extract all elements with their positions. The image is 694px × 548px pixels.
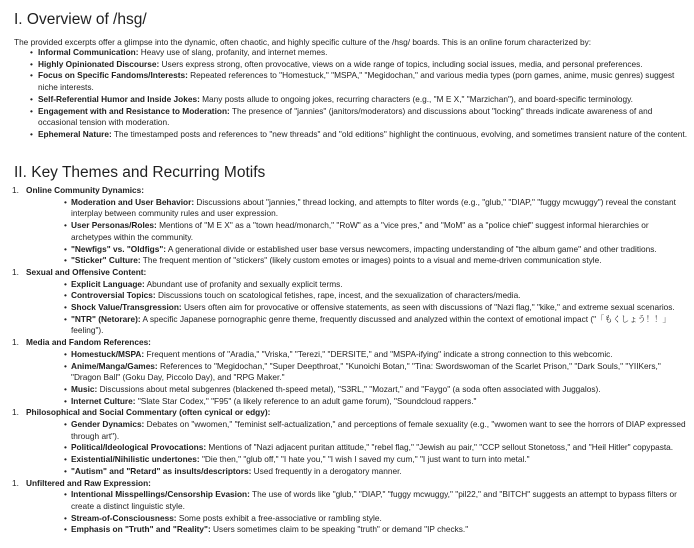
list-item-text: Many posts allude to ongoing jokes, recurring characters (e.g., "M E X," "Marzichan"), and board-specific terminology. xyxy=(199,93,633,104)
list-item-text: Discussions about metal subgenres (blackened th-speed metal), "S3RL," "Mozart," and "Faygo" (a soda often associated with Juggalos). xyxy=(97,383,601,394)
list-item-text: Users often aim for provocative or offensive statements, as seen with discussions of "Nazi flag," "kike," and extreme sexual scenarios. xyxy=(181,302,675,313)
list-item-text: "Die then," "glub off," "I hate you," "I wish I saved my cum," "I just want to turn into metal." xyxy=(199,454,530,465)
list-item-text: Discussions about "jannies," thread locking, and attempts to filter words (e.g., "glub," "DIAP," "fuggy mcwuggy") reveal the constant interplay between community rules and user expression. xyxy=(71,196,676,219)
list-item-label: Explicit Language: xyxy=(71,278,145,289)
list-item-label: Intentional Misspellings/Censorship Evasion: xyxy=(71,489,250,500)
list-item-text: "Slate Star Codex," "F95" (a likely reference to an adult game forum), "Soundcloud rappers." xyxy=(135,395,477,406)
list-item-text: Repeated references to "Homestuck," "MSPA," "Megidochan," and various media types (porn games, anime, music genres) suggest niche interests. xyxy=(38,70,675,93)
list-item-text: The frequent mention of "stickers" (likely custom emotes or images) points to a visual and meme-driven communication style. xyxy=(140,255,602,266)
list-item xyxy=(64,349,690,361)
list-item-label: Informal Communication: xyxy=(38,47,139,57)
list-item-label: Emphasis on "Truth" and "Reality": xyxy=(71,524,211,535)
list-item-label: Internet Culture: xyxy=(71,395,136,406)
list-item-label: Focus on Specific Fandoms/Interests: xyxy=(38,70,188,81)
list-item-label: Existential/Nihilistic undertones: xyxy=(71,454,200,465)
list-item xyxy=(64,290,690,302)
theme-title: Media and Fandom References: xyxy=(26,337,151,348)
theme-title: Sexual and Offensive Content: xyxy=(26,266,147,277)
list-item-text: Heavy use of slang, profanity, and internet memes. xyxy=(138,47,328,57)
list-item xyxy=(64,454,690,466)
list-item xyxy=(64,513,690,525)
theme-title: Online Community Dynamics: xyxy=(26,185,145,195)
list-item-text: Frequent mentions of "Aradia," "Vriska," "Terezi," "DERSITE," and "MSPA-ifying" indicate a strong connection to this webcomic. xyxy=(144,348,613,359)
list-item xyxy=(64,302,690,314)
list-item-label: Homestuck/MSPA: xyxy=(71,348,145,359)
list-item xyxy=(30,106,690,129)
list-item xyxy=(64,244,690,256)
list-item xyxy=(64,524,690,536)
list-item-label: Highly Opinionated Discourse: xyxy=(38,58,160,69)
list-item-text: Mentions of "Nazi adjacent puritan attitude," "rebel flag," "Jewish au pair," "CCP sellout Stonetoss," and "Heil Hitler" copypasta. xyxy=(206,442,674,453)
list-item-text: Abundant use of profanity and sexually explicit terms. xyxy=(144,278,343,289)
themes-numbered-list xyxy=(12,185,690,536)
theme-sub-list xyxy=(26,197,690,267)
list-item-label: Engagement with and Resistance to Moderation: xyxy=(38,105,230,116)
list-item xyxy=(64,466,690,478)
list-item xyxy=(64,279,690,291)
list-item xyxy=(30,94,690,106)
list-item-label: "Newfigs" vs. "Oldfigs": xyxy=(71,243,167,254)
theme-unfiltered-expression xyxy=(12,478,690,537)
list-item xyxy=(64,197,690,220)
list-item-label: Music: xyxy=(71,383,98,394)
theme-sexual-offensive xyxy=(12,267,690,337)
list-item-text: Discussions touch on scatological fetishes, rape, incest, and the sexualization of characters/media. xyxy=(155,290,521,301)
list-item xyxy=(64,384,690,396)
theme-sub-list xyxy=(26,279,690,338)
overview-bullet-list xyxy=(30,47,690,141)
list-item-label: Moderation and User Behavior: xyxy=(71,196,195,207)
list-item-text: Users sometimes claim to be speaking "truth" or demand "IP checks." xyxy=(210,524,469,535)
list-item-text: References to "Megidochan," "Super Deepthroat," "Kunoichi Botan," "Tina: Swordswoman of the Scarlet Prison," "Dark Souls," "YIIKers," "Dragon Ball" (Goku Day, Piccolo Day), and "RPG Maker." xyxy=(71,360,661,383)
theme-number: 1. xyxy=(12,477,19,488)
list-item-text: The timestamped posts and references to "new threads" and "old editions" highlight the continuous, evolving, and sometimes transient nature of the content. xyxy=(111,128,688,139)
list-item-label: Ephemeral Nature: xyxy=(38,128,112,139)
list-item-text: A generational divide or established user base versus newcomers, impacting understanding of "the album game" and other traditions. xyxy=(166,243,657,254)
list-item-text: The presence of "jannies" (janitors/moderators) and discussions about "locking" threads indicate awareness of and occasional tension with moderation. xyxy=(38,105,653,128)
list-item-text: Users express strong, often provocative, views on a wide range of topics, including social issues, media, and personal preferences. xyxy=(159,58,643,69)
theme-media-fandom xyxy=(12,337,690,407)
list-item xyxy=(30,47,690,59)
list-item xyxy=(64,255,690,267)
theme-title: Philosophical and Social Commentary (often cynical or edgy): xyxy=(26,407,271,418)
list-item xyxy=(64,419,690,442)
list-item-label: "NTR" (Netorare): xyxy=(71,313,141,324)
list-item-text: Some posts exhibit a free-associative or rambling style. xyxy=(176,512,382,523)
list-item xyxy=(64,442,690,454)
list-item-label: Gender Dynamics: xyxy=(71,419,145,430)
list-item-label: Self-Referential Humor and Inside Jokes: xyxy=(38,93,200,104)
list-item xyxy=(30,129,690,141)
overview-intro-paragraph: The provided excerpts offer a glimpse into the dynamic, often chaotic, and highly specific culture of the /hsg/ boards. This is an online forum characterized by: xyxy=(14,37,592,47)
list-item xyxy=(64,361,690,384)
theme-sub-list xyxy=(26,349,690,408)
list-item-label: "Autism" and "Retard" as insults/descriptors: xyxy=(71,465,252,476)
theme-number: 1. xyxy=(12,407,19,418)
list-item-label: User Personas/Roles: xyxy=(71,220,157,231)
theme-sub-list xyxy=(26,419,690,478)
list-item xyxy=(30,59,690,71)
list-item-text: A specific Japanese pornographic genre theme, frequently discussed and analyzed within the context of emotional impact ("「もくしょう！！」 feeling"). xyxy=(71,313,671,336)
list-item-text: Used frequently in a derogatory manner. xyxy=(251,465,402,476)
list-item xyxy=(64,396,690,408)
list-item-text: Debates on "wwomen," "feminist self-actualization," and perceptions of female sexuality (e.g., "wwomen want to see the horrors of DIAP expressed through art"). xyxy=(71,419,686,441)
list-item-text: Mentions of "M E X" as a "town head/monarch," "RoW" as a "vice pres," and "MoM" as a "police chief" suggest informal hierarchies or archetypes within the community. xyxy=(71,220,649,242)
list-item-label: Shock Value/Transgression: xyxy=(71,302,182,313)
section-heading-key-themes: II. Key Themes and Recurring Motifs xyxy=(14,164,266,181)
list-item xyxy=(64,489,690,512)
theme-number: 1. xyxy=(12,185,19,195)
list-item xyxy=(64,314,690,337)
list-item xyxy=(30,70,690,93)
list-item-label: Controversial Topics: xyxy=(71,290,156,301)
theme-philosophical-social xyxy=(12,407,690,477)
list-item-label: Political/Ideological Provocations: xyxy=(71,442,207,453)
list-item xyxy=(64,220,690,243)
theme-sub-list xyxy=(26,489,690,536)
theme-number: 1. xyxy=(12,266,19,277)
list-item-label: "Sticker" Culture: xyxy=(71,255,141,266)
theme-online-community xyxy=(12,185,690,267)
list-item-label: Anime/Manga/Games: xyxy=(71,360,158,371)
theme-title: Unfiltered and Raw Expression: xyxy=(26,477,151,488)
list-item-text: The use of words like "glub," "DIAP," "fuggy mcwuggy," "pil22," and "BITCH" suggests an attempt to bypass filters or create a distinct linguistic style. xyxy=(71,489,677,511)
section-heading-overview: I. Overview of /hsg/ xyxy=(14,11,147,28)
list-item-label: Stream-of-Consciousness: xyxy=(71,512,177,523)
theme-number: 1. xyxy=(12,337,19,348)
